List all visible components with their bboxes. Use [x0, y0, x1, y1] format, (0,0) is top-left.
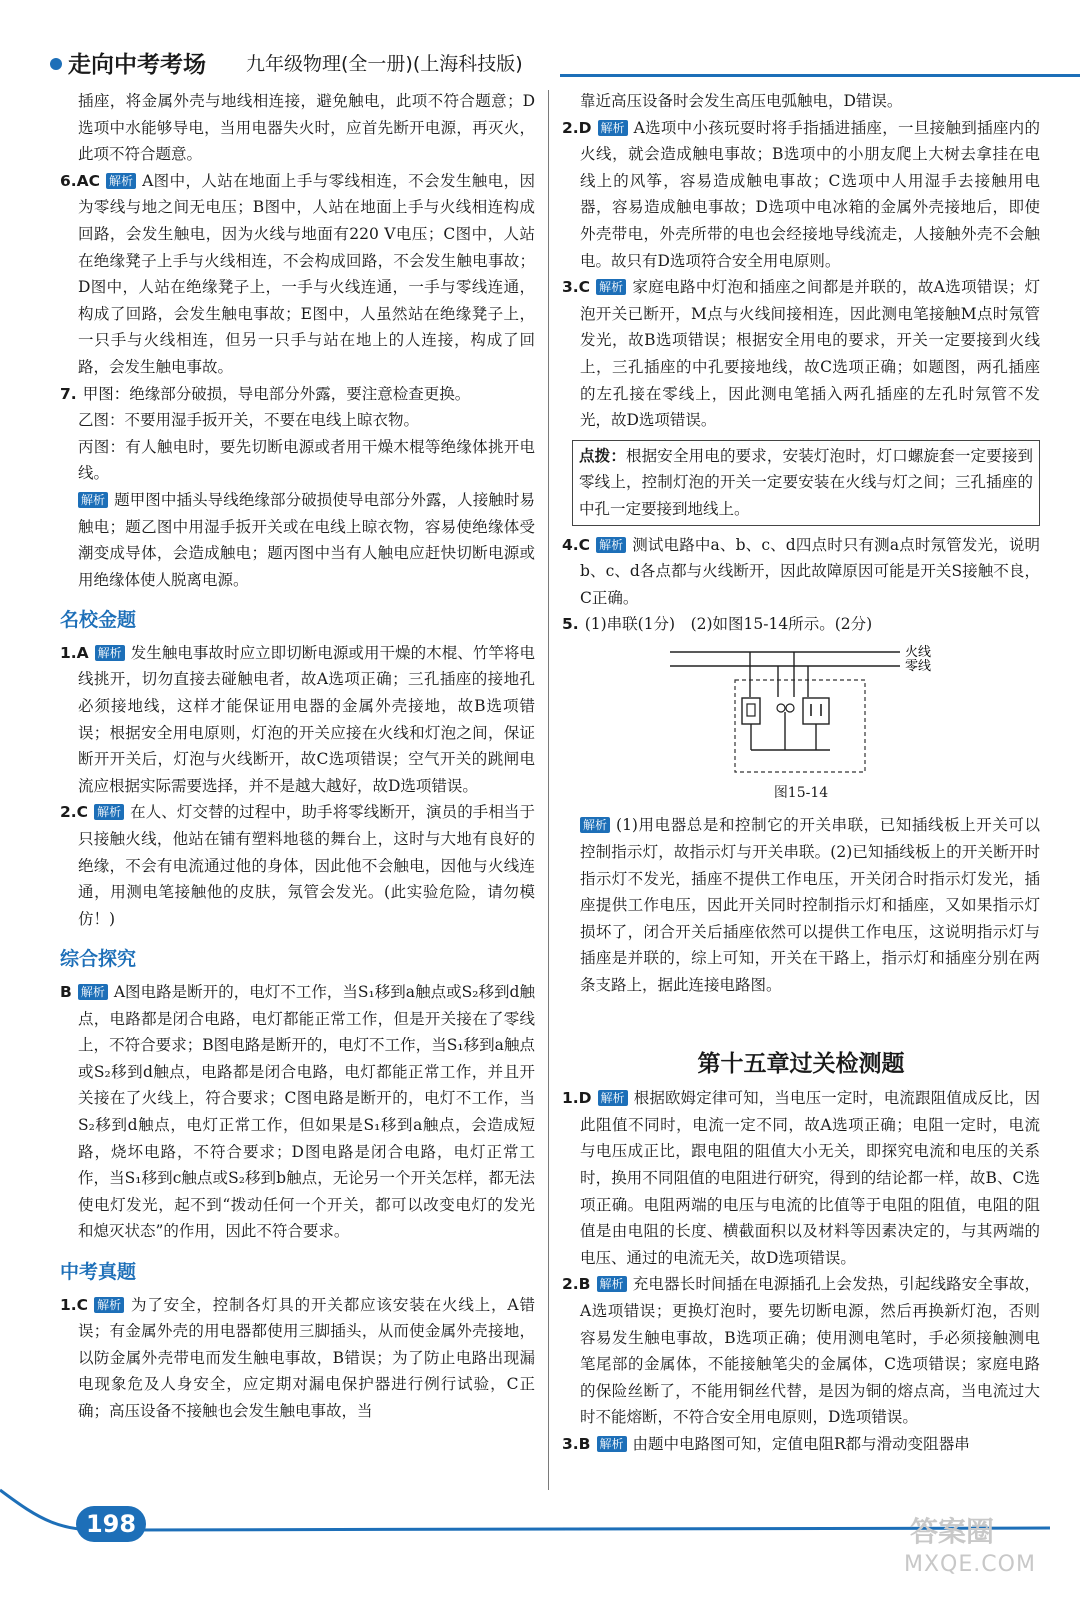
circuit-diagram — [660, 642, 960, 780]
section-title: 综合探究 — [60, 948, 137, 971]
power-strip-outline — [735, 680, 865, 772]
answer-item — [60, 168, 535, 381]
left-column — [60, 88, 535, 1425]
page-number: 198 — [76, 1506, 146, 1542]
answer-text: 由题中电路图可知，定值电阻R都与滑动变阻器串 — [632, 1434, 970, 1453]
answer-text: 发生触电事故时应立即切断电源或用干燥的木棍、竹竿将电线挑开，切勿直接去碰触电者，故A选项正确；三孔插座的接地孔必须接地线，这样才能保证用电器的金属外壳接地，故B选项错误；根据安全用电原则，灯泡的开关应接在火线和灯泡之间，保证断开开关后，灯泡与火线断开，故C选项错误；空气开关的跳闸电流应根据实际需要选择，并不是越大越好，故D选项错误。 — [78, 643, 535, 795]
page-header — [20, 36, 1070, 76]
answer-text: 甲图：绝缘部分破损，导电部分外露，要注意检查更换。 — [82, 384, 471, 403]
answer-text: 根据欧姆定律可知，当电压一定时，电流跟阻值成反比，因此阻值不同时，电流一定不同，故A选项正确；电阻一定时，电流与电压成正比，跟电阻的阻值大小无关，即探究电流和电压的关系时，换用不同阻值的电阻进行研究，得到的结论都一样，故B、C选项正确。电阻两端的电压与电流的比值等于电阻的阻值，电阻的阻值是由电阻的长度、横截面积以及材料等因素决定的，与其两端的电压、通过的电流无关，故D选项错误。 — [580, 1089, 1040, 1267]
answer-number: 4.C — [562, 535, 591, 554]
header-rule — [560, 74, 1080, 77]
answer-item — [562, 611, 1040, 638]
answer-item — [562, 1431, 1040, 1458]
answer-number: 2.B — [562, 1275, 591, 1294]
answer-text: 充电器长时间插在电源插孔上会发热，引起线路安全事故，A选项错误；更换灯泡时，要先切断电源，然后再换新灯泡，否则容易发生触电事故，B选项正确；使用测电笔时，手必须接触测电笔尾部的金属体，不能接触笔尖的金属体，C选项错误；家庭电路的保险丝断了，不能用铜丝代替，是因为铜的熔点高，当电流过大时不能熔断，不符合安全用电原则，D选项错误。 — [580, 1275, 1040, 1427]
answer-number: 2.D — [562, 118, 592, 137]
switch-icon — [747, 704, 755, 716]
answer-item — [60, 1292, 535, 1425]
circuit-figure — [660, 642, 960, 780]
section-title: 中考真题 — [60, 1260, 137, 1283]
analysis-tag: 解析 — [94, 1297, 124, 1313]
answer-item — [562, 115, 1040, 275]
answer-number: 6.AC — [60, 171, 101, 190]
tip-box — [572, 440, 1040, 526]
switch-box — [742, 698, 760, 724]
answer-text: 乙图：不要用湿手扳开关，不要在电线上晾衣物。 — [78, 411, 420, 430]
answer-text: A选项中小孩玩耍时将手指插进插座，一旦接触到插座内的火线，就会造成触电事故；B选项中的小朋友爬上大树去拿挂在电线上的风筝，容易造成触电事故；C选项中人用湿手去接触用电器，容易造成触电事故；D选项中电冰箱的金属外壳接地后，即使外壳带电，外壳所带的电也会经接地导线流走，人接触外壳不会触电。故只有D选项符合安全用电原则。 — [580, 118, 1040, 270]
analysis-paragraph — [60, 487, 535, 593]
socket-box — [803, 698, 829, 724]
right-column — [562, 88, 1040, 1458]
analysis-text: 题甲图中插头导线绝缘部分破损使导电部分外露，人接触时易触电；题乙图中用湿手扳开关或在电线上晾衣物，容易使绝缘体受潮变成导体，会造成触电；题丙图中当有人触电应赶快切断电源或用绝缘体使人脱离电源。 — [78, 490, 535, 589]
answer-text: A图中，人站在地面上手与零线相连，不会发生触电，因为零线与地之间无电压；B图中，人站在地面上手与火线相连构成回路，会发生触电，因为火线与地面有220 V电压；C图中，人站在绝缘凳子上手与火线相连，不会构成回路，不会发生触电事故；D图中，人站在绝缘凳子上，一手与火线连通，一手与零线连通，构成了回路，会发生触电事故；E图中，人虽然站在绝缘凳子上，一只手与火线相连，但另一只手与站在地上的人连接，构成了回路，会发生触电事故。 — [78, 171, 535, 376]
chapter-title: 第十五章过关检测题 — [697, 1050, 905, 1077]
answer-item — [60, 640, 535, 800]
answer-text: 为了安全，控制各灯具的开关都应该安装在火线上，A错误；有金属外壳的用电器都使用三脚插头，从而使金属外壳接地，以防金属外壳带电而发生触电事故，B错误；为了防止电路出现漏电现象危及人身安全，应定期对漏电保护器进行例行试验，C正确；高压设备不接触也会发生触电事故，当 — [78, 1295, 535, 1420]
analysis-paragraph — [562, 812, 1040, 998]
answer-item — [562, 1085, 1040, 1271]
header-dot-icon — [50, 58, 62, 70]
answer-number: 1.C — [60, 1295, 89, 1314]
analysis-tag: 解析 — [94, 804, 124, 820]
answer-number: 7. — [60, 384, 77, 403]
tip-label: 点拨： — [579, 445, 626, 465]
answer-item — [562, 1271, 1040, 1431]
answer-number: 5. — [562, 615, 579, 634]
section-title: 名校金题 — [60, 609, 137, 632]
answer-item — [562, 532, 1040, 612]
answer-item — [562, 274, 1040, 434]
watermark-logo: 答案圈 — [910, 1515, 995, 1548]
watermark-url: MXQE.COM — [904, 1552, 1036, 1577]
analysis-tag: 解析 — [598, 1090, 628, 1106]
indicator-lamp-icon — [777, 704, 785, 712]
answer-number: 2.C — [60, 803, 89, 822]
continued-text: 靠近高压设备时会发生高压电弧触电，D错误。 — [580, 92, 903, 110]
answer-text: A图电路是断开的，电灯不工作，当S₁移到a触点或S₂移到d触点，电路都是闭合电路，电灯都能正常工作，但是开关接在了零线上，不符合要求；B图电路是断开的，电灯不工作，当S₁移到a触点或S₂移到d触点，电路都是闭合电路，电灯都能正常工作，并且开关接在了火线上，符合要求；C图电路是断开的，电灯不工作，当S₂移到d触点，电灯正常工作，但如果是S₁移到a触点，会造成短路，烧坏电路，不符合要求；D图电路是闭合电路，电灯正常工作，当S₁移到c触点或S₂移到b触点，无论另一个开关怎样，都无法使电灯发光，起不到“拨动任何一个开关，都可以改变电灯的发光和熄灭状态”的作用，因此不符合要求。 — [78, 983, 535, 1241]
analysis-tag: 解析 — [106, 173, 136, 189]
analysis-tag: 解析 — [596, 279, 626, 295]
analysis-tag: 解析 — [597, 1276, 627, 1292]
analysis-tag: 解析 — [598, 120, 628, 136]
answer-number: B — [60, 983, 72, 1001]
answer-text: (1)串联(1分) (2)如图15-14所示。(2分) — [584, 615, 873, 634]
book-subtitle: 九年级物理(全一册)(上海科技版) — [246, 53, 523, 75]
answer-item — [60, 979, 535, 1245]
analysis-tag: 解析 — [95, 645, 125, 661]
figure-caption: 图15-14 — [773, 784, 829, 801]
footer-curve — [0, 1490, 1050, 1530]
continued-text: 插座，将金属外壳与地线相连接，避免触电，此项不符合题意；D选项中水能够导电，当用电器失火时，应首先断开电源，再灭火，此项不符合题意。 — [78, 92, 535, 164]
answer-text: 测试电路中a、b、c、d四点时只有测a点时氖管发光，说明b、c、d各点都与火线断开，因此故障原因可能是开关S接触不良，C正确。 — [580, 535, 1040, 607]
book-brand: 走向中考考场 — [68, 52, 206, 78]
analysis-tag: 解析 — [596, 537, 626, 553]
answer-number: 1.D — [562, 1089, 592, 1108]
live-wire-label: 火线 — [905, 644, 932, 660]
analysis-tag: 解析 — [78, 984, 108, 1000]
tip-text: 根据安全用电的要求，安装灯泡时，灯口螺旋套一定要接到零线上，控制灯泡的开关一定要安装在火线与灯之间；三孔插座的中孔一定要接到地线上。 — [579, 446, 1033, 518]
answer-number: 3.C — [562, 278, 591, 297]
answer-number: 1.A — [60, 643, 89, 662]
analysis-tag: 解析 — [580, 817, 610, 833]
watermark — [900, 1510, 1060, 1590]
answer-item — [60, 381, 535, 408]
neutral-wire-label: 零线 — [905, 658, 932, 674]
analysis-tag: 解析 — [78, 492, 108, 508]
answer-text: 丙图：有人触电时，要先切断电源或者用干燥木棍等绝缘体挑开电线。 — [78, 437, 535, 483]
answer-item — [60, 799, 535, 932]
indicator-lamp-icon — [786, 704, 794, 712]
analysis-text: (1)用电器总是和控制它的开关串联，已知插线板上开关可以控制指示灯，故指示灯与开关串联。(2)已知插线板上的开关断开时指示灯不发光，插座不提供工作电压，开关闭合时指示灯发光，插座提供工作电压，因此开关同时控制指示灯和插座，又如果指示灯损坏了，闭合开关后插座依然可以提供工作电压，这说明指示灯与插座是并联的，综上可知，开关在干路上，指示灯和插座分别在两条支路上，据此连接电路图。 — [580, 816, 1040, 995]
analysis-tag: 解析 — [597, 1436, 627, 1452]
answer-text: 家庭电路中灯泡和插座之间都是并联的，故A选项错误；灯泡开关已断开，M点与火线间接相连，因此测电笔接触M点时氖管发光，故B选项错误；根据安全用电的要求，开关一定要接到火线上，三孔插座的中孔要接地线，故C选项正确；如题图，两孔插座的左孔接在零线上，因此测电笔插入两孔插座的左孔时氖管不发光，故D选项错误。 — [580, 278, 1040, 430]
column-divider — [548, 90, 549, 1490]
answer-text: 在人、灯交替的过程中，助手将零线断开，演员的手相当于只接触火线，他站在铺有塑料地毯的舞台上，这时与大地有良好的绝缘，不会有电流通过他的身体，因此他不会触电，因他与火线连通，用测电笔接触他的皮肤，氖管会发光。(此实验危险，请勿模仿！) — [78, 803, 535, 928]
answer-number: 3.B — [562, 1434, 591, 1453]
